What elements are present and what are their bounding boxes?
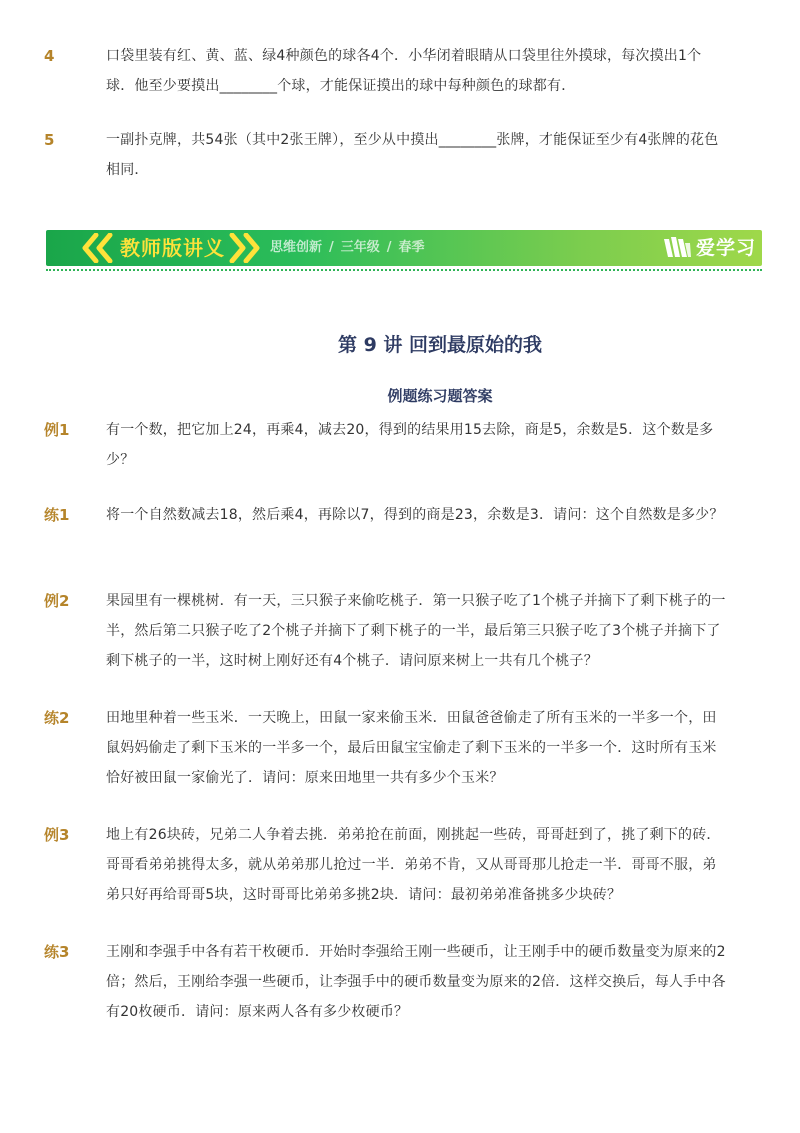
lecture-title: 第 9 讲 回到最原始的我 (337, 334, 543, 356)
question-number: 5 (44, 131, 55, 149)
problem-label: 练3 (44, 943, 70, 961)
crumb-grade: 三年级 (340, 240, 380, 255)
problem-label: 例1 (44, 421, 70, 439)
problem-label: 练2 (44, 709, 70, 727)
aixuexi-logo-icon (662, 235, 692, 261)
problem-text: 将一个自然数减去18，然后乘4，再除以7，得到的商是23，余数是3．请问：这个自然数是多少？ (106, 507, 724, 523)
logo-text: 爱学习 (696, 237, 757, 259)
crumb-separator: / (386, 240, 392, 255)
problem-label: 练1 (44, 506, 70, 524)
breadcrumb (270, 239, 425, 257)
question-text: 一副扑克牌，共54张（其中2张王牌），至少从中摸出________张牌，才能保证至少有4张牌的花色相同． (106, 132, 719, 178)
question-number: 4 (44, 47, 55, 65)
problem-label: 例3 (44, 826, 70, 844)
crumb-season: 春季 (398, 240, 425, 255)
banner-title: 教师版讲义 (120, 236, 225, 260)
problem-text: 田地里种着一些玉米．一天晚上，田鼠一家来偷玉米．田鼠爸爸偷走了所有玉米的一半多一个，田鼠妈妈偷走了剩下玉米的一半多一个，最后田鼠宝宝偷走了剩下玉米的一半多一个．这时所有玉米恰好被田鼠一家偷光了．请问：原来田地里一共有多少个玉米？ (106, 710, 717, 786)
problem-text: 地上有26块砖，兄弟二人争着去挑．弟弟抢在前面，刚挑起一些砖，哥哥赶到了，挑了剩下的砖．哥哥看弟弟挑得太多，就从弟弟那儿抢过一半．弟弟不肯，又从哥哥那儿抢走一半．哥哥不服，弟弟只好再给哥哥5块，这时哥哥比弟弟多挑2块．请问：最初弟弟准备挑多少块砖？ (106, 827, 721, 903)
banner-dotted-divider (46, 269, 762, 271)
question-text: 口袋里装有红、黄、蓝、绿4种颜色的球各4个．小华闭着眼睛从口袋里往外摸球，每次摸出1个球．他至少要摸出________个球，才能保证摸出的球中每种颜色的球都有． (106, 48, 702, 94)
problem-text: 果园里有一棵桃树．有一天，三只猴子来偷吃桃子．第一只猴子吃了1个桃子并摘下了剩下桃子的一半，然后第二只猴子吃了2个桃子并摘下了剩下桃子的一半，最后第三只猴子吃了3个桃子并摘下了剩下桃子的一半，这时树上刚好还有4个桃子．请问原来树上一共有几个桃子？ (106, 593, 726, 669)
problem-text: 王刚和李强手中各有若干枚硬币．开始时李强给王刚一些硬币，让王刚手中的硬币数量变为原来的2倍；然后，王刚给李强一些硬币，让李强手中的硬币数量变为原来的2倍．这样交换后，每人手中各有20枚硬币．请问：原来两人各有多少枚硬币？ (106, 944, 726, 1020)
header-banner (46, 230, 762, 266)
section-subtitle: 例题练习题答案 (387, 387, 493, 405)
crumb-separator: / (329, 240, 334, 255)
double-chevron-right-icon (226, 233, 260, 263)
problem-label: 例2 (44, 592, 70, 610)
crumb-subject: 思维创新 (270, 240, 323, 255)
double-chevron-left-icon (82, 233, 116, 263)
problem-text: 有一个数，把它加上24，再乘4，减去20，得到的结果用15去除，商是5，余数是5．这个数是多少？ (106, 422, 714, 468)
